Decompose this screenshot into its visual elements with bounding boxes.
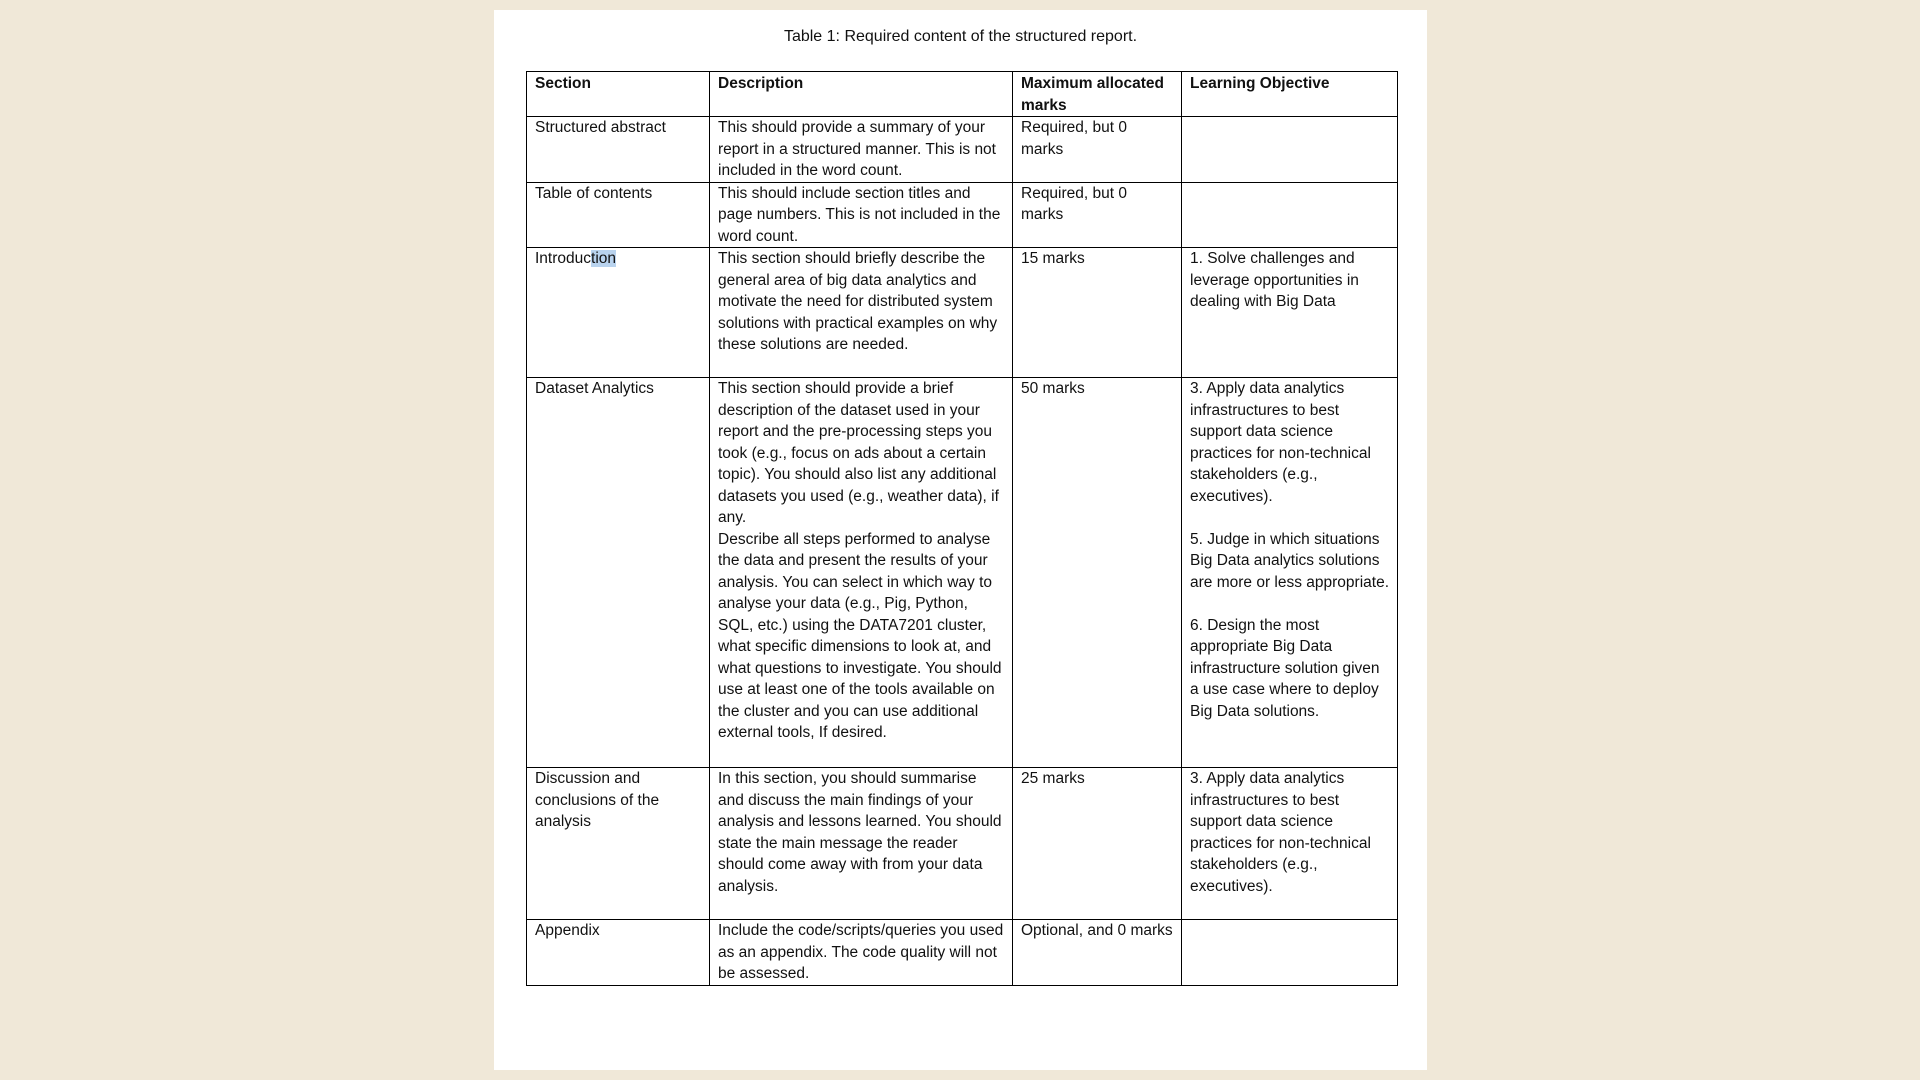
- table-row: [527, 768, 1398, 920]
- header-section: Section: [527, 72, 710, 117]
- marks-cell: 25 marks: [1013, 768, 1182, 920]
- table-row: [527, 378, 1398, 768]
- section-cell: Dataset Analytics: [527, 378, 710, 768]
- section-cell: Structured abstract: [527, 117, 710, 183]
- description-cell: This section should provide a brief description of the dataset used in your report and the pre-processing steps you took (e.g., focus on ads about a certain topic). You should also list any additional datasets you used (e.g., weather data), if any. Describe all steps performed to analyse the data and present the results of your analysis. You can select in which way to analyse your data (e.g., Pig, Python, SQL, etc.) using the DATA7201 cluster, what specific dimensions to look at, and what questions to investigate. You should use at least one of the tools available on the cluster and you can use additional external tools, If desired.: [710, 378, 1013, 768]
- document-page: [494, 10, 1427, 1070]
- objective-cell: 1. Solve challenges and leverage opportunities in dealing with Big Data: [1182, 248, 1398, 378]
- description-cell: Include the code/scripts/queries you used as an appendix. The code quality will not be assessed.: [710, 920, 1013, 986]
- description-cell: In this section, you should summarise and discuss the main findings of your analysis and lessons learned. You should state the main message the reader should come away with from your data analysis.: [710, 768, 1013, 920]
- header-marks: Maximum allocated marks: [1013, 72, 1182, 117]
- table-row: [527, 920, 1398, 986]
- description-cell: This should provide a summary of your report in a structured manner. This is not included in the word count.: [710, 117, 1013, 183]
- marks-cell: Required, but 0 marks: [1013, 117, 1182, 183]
- objective-cell: 3. Apply data analytics infrastructures to best support data science practices for non-technical stakeholders (e.g., executives). 5. Judge in which situations Big Data analytics solutions are more or less appropriate. 6. Design the most appropriate Big Data infrastructure solution given a use case where to deploy Big Data solutions.: [1182, 378, 1398, 768]
- section-cell[interactable]: [527, 248, 710, 378]
- objective-cell: [1182, 920, 1398, 986]
- report-content-table: [526, 71, 1398, 986]
- section-cell: Discussion and conclusions of the analysis: [527, 768, 710, 920]
- description-cell: This should include section titles and page numbers. This is not included in the word count.: [710, 182, 1013, 248]
- table-row: [527, 117, 1398, 183]
- section-text: Introduc: [535, 250, 592, 267]
- marks-cell: 50 marks: [1013, 378, 1182, 768]
- table-row: [527, 248, 1398, 378]
- table-row: [527, 182, 1398, 248]
- table-header-row: [527, 72, 1398, 117]
- header-learning-objective: Learning Objective: [1182, 72, 1398, 117]
- objective-cell: [1182, 117, 1398, 183]
- section-cell: Table of contents: [527, 182, 710, 248]
- objective-cell: 3. Apply data analytics infrastructures to best support data science practices for non-technical stakeholders (e.g., executives).: [1182, 768, 1398, 920]
- selected-text-highlight[interactable]: tion: [591, 250, 617, 267]
- header-description: Description: [710, 72, 1013, 117]
- table-caption: Table 1: Required content of the structured report.: [783, 28, 1138, 45]
- marks-cell: 15 marks: [1013, 248, 1182, 378]
- marks-cell: Optional, and 0 marks: [1013, 920, 1182, 986]
- section-cell: Appendix: [527, 920, 710, 986]
- description-cell: This section should briefly describe the general area of big data analytics and motivate the need for distributed system solutions with practical examples on why these solutions are needed.: [710, 248, 1013, 378]
- marks-cell: Required, but 0 marks: [1013, 182, 1182, 248]
- objective-cell: [1182, 182, 1398, 248]
